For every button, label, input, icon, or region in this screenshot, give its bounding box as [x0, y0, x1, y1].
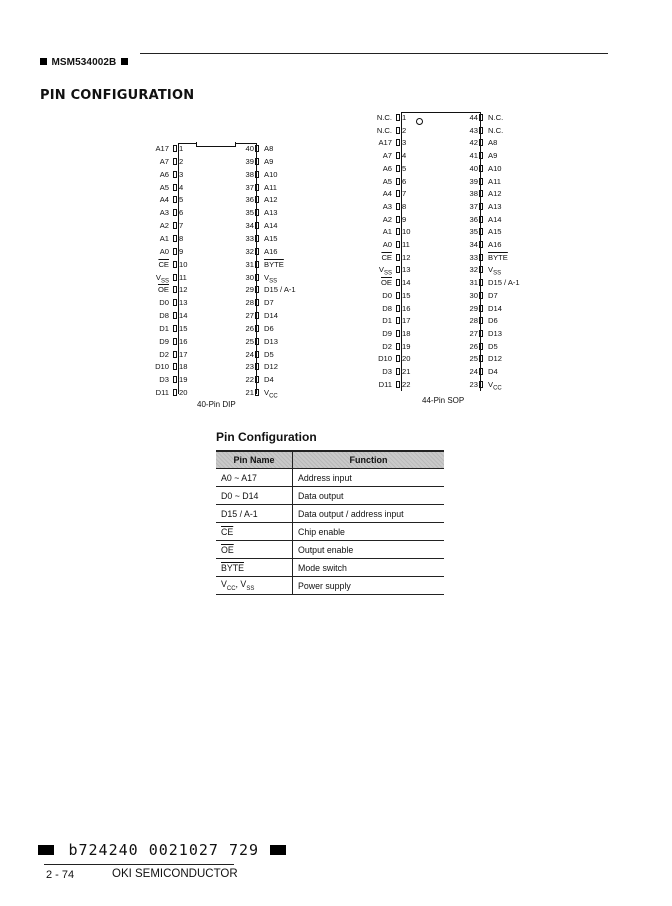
pin-lead: [255, 299, 259, 306]
pin-lead: [396, 152, 400, 159]
dip-label: 40-Pin DIP: [197, 400, 236, 409]
pin-number-right: 22: [245, 375, 254, 385]
footer-rule: [44, 864, 234, 865]
pin-lead: [255, 261, 259, 268]
pin-name-left: A4: [159, 195, 169, 205]
pin-name-left: D9: [382, 328, 392, 338]
table-row: [216, 469, 444, 487]
barcode-block-right: [270, 845, 286, 855]
header-part-number: MSM534002B: [51, 57, 117, 68]
pin-lead: [255, 351, 259, 358]
pin-lead: [396, 114, 400, 121]
pin-name-right: D6: [264, 323, 274, 333]
pin-number-right: 36: [469, 214, 478, 224]
pin-lead: [173, 286, 177, 293]
pin-number-right: 33: [245, 233, 254, 243]
col-function: Function: [293, 451, 445, 469]
pin-lead: [479, 241, 483, 248]
pin-name-right: A12: [264, 195, 278, 205]
pin-number-right: 27: [469, 328, 478, 338]
pin-number-left: 9: [402, 214, 407, 224]
pin-name-right: D15 / A-1: [488, 278, 520, 288]
pin-number-left: 22: [402, 379, 411, 389]
pin-name-right: D5: [264, 349, 274, 359]
pin-name-left: $\overline{CE}$: [158, 259, 169, 269]
pin-lead: [396, 165, 400, 172]
pin-number-right: 42: [469, 138, 478, 148]
pin-number-left: 10: [402, 227, 411, 237]
pin-name-right: N.C.: [488, 125, 504, 135]
cell-pin-name: D0 ~ D14: [216, 487, 293, 505]
pin-lead: [255, 325, 259, 332]
pin-number-right: 37: [245, 182, 254, 192]
pin-number-left: 6: [179, 208, 184, 218]
pin-name-left: A3: [159, 208, 169, 218]
pin-name-left: A2: [159, 221, 169, 231]
pin-lead: [255, 235, 259, 242]
barcode-block-left: [38, 845, 54, 855]
pin-lead: [479, 330, 483, 337]
pin-number-left: 15: [402, 290, 411, 300]
pin-number-right: 35: [245, 208, 254, 218]
pin-number-right: 23: [469, 379, 478, 389]
pin-lead: [255, 171, 259, 178]
pin-number-right: 29: [469, 303, 478, 313]
pin-number-left: 8: [402, 201, 407, 211]
pin-name-right: D12: [488, 354, 502, 364]
pin-lead: [479, 190, 483, 197]
pin-number-left: 3: [179, 169, 184, 179]
pin-number-right: 40: [245, 144, 254, 153]
pin-lead: [479, 127, 483, 134]
pin-name-left: A4: [382, 189, 392, 199]
header-square-icon: [40, 58, 47, 65]
pin-lead: [479, 266, 483, 273]
pin-number-right: 43: [469, 125, 478, 135]
cell-pin-name: BYTE: [216, 559, 293, 577]
pin-lead: [255, 389, 259, 396]
pin-lead: [396, 381, 400, 388]
pin-lead: [255, 209, 259, 216]
pin-lead: [396, 203, 400, 210]
pin-number-left: 13: [179, 298, 188, 308]
pin-number-left: 6: [402, 176, 407, 186]
table-row: [216, 487, 444, 505]
pin-name-right: D4: [488, 367, 498, 376]
pin-lead: [396, 368, 400, 375]
pin-lead: [396, 228, 400, 235]
pin-name-right: A10: [264, 169, 278, 179]
pin-lead: [173, 376, 177, 383]
pin-number-left: 16: [402, 303, 411, 313]
pin-lead: [479, 381, 483, 388]
pin-name-left: $\overline{CE}$: [381, 252, 392, 262]
pin-name-right: A12: [488, 189, 502, 199]
pin-lead: [255, 196, 259, 203]
pin-lead: [255, 158, 259, 165]
pin-number-right: 34: [245, 221, 254, 231]
pin-lead: [173, 235, 177, 242]
pin-number-left: 18: [179, 362, 188, 372]
pin-number-right: 28: [245, 298, 254, 308]
pin-number-right: 28: [469, 316, 478, 326]
pin-number-right: 39: [245, 156, 254, 166]
table-row: [216, 541, 444, 559]
pin-name-right: D12: [264, 362, 278, 372]
pin-lead: [396, 254, 400, 261]
pin-number-left: 12: [179, 285, 188, 295]
pin-number-right: 40: [469, 163, 478, 173]
pin-name-right: A11: [264, 182, 277, 192]
pin-function-table: [216, 450, 444, 595]
pin-name-right: A8: [264, 144, 274, 153]
pin-name-right: $V_{CC}$: [488, 379, 502, 392]
pin-lead: [173, 261, 177, 268]
pin-lead: [479, 254, 483, 261]
pin-lead: [396, 305, 400, 312]
pin-number-right: 30: [469, 290, 478, 300]
pin-lead: [396, 178, 400, 185]
pin-name-right: D14: [488, 303, 502, 313]
table-row: [216, 577, 444, 595]
pin-lead: [173, 209, 177, 216]
table-row: [216, 505, 444, 523]
pin-number-right: 25: [469, 354, 478, 364]
pin-number-right: 32: [469, 265, 478, 275]
pin-name-left: A17: [378, 138, 392, 148]
pin-name-right: A11: [488, 176, 501, 186]
pin-name-right: D15 / A-1: [264, 285, 296, 295]
pin-name-right: A13: [264, 208, 278, 218]
pin-number-left: 14: [179, 311, 188, 321]
cell-function: Mode switch: [293, 559, 445, 577]
footer-barcode: [38, 841, 286, 859]
pin-number-right: 30: [245, 272, 254, 282]
pin-lead: [396, 139, 400, 146]
pin-lead: [255, 376, 259, 383]
cell-pin-name: D15 / A-1: [216, 505, 293, 523]
pin-name-left: D3: [159, 375, 169, 385]
pin-name-left: D2: [382, 341, 392, 351]
dip-notch: [196, 142, 236, 147]
pin-lead: [255, 312, 259, 319]
pin-name-right: A16: [488, 240, 502, 249]
pin-lead: [479, 368, 483, 375]
pin-lead: [173, 312, 177, 319]
header-rule: [140, 53, 608, 54]
pin-lead: [396, 292, 400, 299]
pin-name-right: A16: [264, 246, 278, 256]
pin-number-right: 36: [245, 195, 254, 205]
pin-lead: [479, 216, 483, 223]
pin-name-right: A8: [488, 138, 498, 148]
pin-number-left: 20: [179, 388, 188, 398]
pin-name-right: D6: [488, 316, 498, 326]
pin-name-right: A10: [488, 163, 502, 173]
pin-number-left: 1: [179, 144, 184, 153]
pin-lead: [479, 114, 483, 121]
pin-name-left: A2: [382, 214, 392, 224]
footer-page-number: 2 - 74: [46, 869, 75, 881]
pin-lead: [173, 351, 177, 358]
pin-name-right: $V_{SS}$: [264, 272, 278, 285]
pin-name-left: A0: [159, 246, 169, 256]
pin-number-right: 35: [469, 227, 478, 237]
pin-name-left: A0: [382, 240, 392, 249]
pin-lead: [255, 184, 259, 191]
pin-number-right: 44: [469, 113, 478, 122]
pin-number-right: 26: [469, 341, 478, 351]
pin-name-right: D7: [264, 298, 274, 308]
pin-lead: [173, 145, 177, 152]
pin-name-left: D11: [378, 379, 392, 389]
pin-name-right: D13: [488, 328, 502, 338]
cell-pin-name: $\overline{OE}$: [216, 541, 293, 559]
pin-lead: [255, 363, 259, 370]
col-pin-name: Pin Name: [216, 451, 293, 469]
pin-number-left: 14: [402, 278, 411, 288]
pin-name-right: D14: [264, 311, 278, 321]
pin-name-right: A13: [488, 201, 502, 211]
pin-name-right: D4: [264, 375, 274, 385]
pin-lead: [479, 355, 483, 362]
pin-name-left: $\overline{OE}$: [158, 285, 169, 295]
pin-name-left: D1: [159, 323, 169, 333]
pin-number-right: 31: [245, 259, 254, 269]
cell-function: Data output / address input: [293, 505, 445, 523]
pin-name-left: A3: [382, 201, 392, 211]
pin-lead: [173, 184, 177, 191]
pin-lead: [479, 152, 483, 159]
pin-name-left: A17: [155, 144, 169, 153]
pin-number-left: 16: [179, 336, 188, 346]
pin-lead: [173, 363, 177, 370]
pin-lead: [255, 145, 259, 152]
pin-lead: [396, 190, 400, 197]
pin-lead: [396, 330, 400, 337]
pin-number-left: 13: [402, 265, 411, 275]
pin-lead: [396, 343, 400, 350]
pin-name-right: BYTE: [488, 252, 508, 262]
pin-number-right: 33: [469, 252, 478, 262]
cell-function: Output enable: [293, 541, 445, 559]
pin-name-left: A6: [382, 163, 392, 173]
pin-lead: [173, 338, 177, 345]
pin-number-right: 32: [245, 246, 254, 256]
pin-lead: [479, 305, 483, 312]
pin-number-left: 2: [402, 125, 407, 135]
pin1-marker-icon: [416, 118, 423, 125]
pin-number-left: 19: [402, 341, 411, 351]
pin-name-right: N.C.: [488, 113, 504, 122]
pin-lead: [255, 222, 259, 229]
pin-lead: [173, 325, 177, 332]
pin-name-right: BYTE: [264, 259, 284, 269]
pin-lead: [173, 389, 177, 396]
pin-number-right: 23: [245, 362, 254, 372]
pin-name-left: D11: [155, 388, 169, 398]
pin-lead: [479, 292, 483, 299]
pin-number-left: 1: [402, 113, 407, 122]
pin-number-left: 15: [179, 323, 188, 333]
cell-pin-name: A0 ~ A17: [216, 469, 293, 487]
pin-lead: [396, 127, 400, 134]
pin-lead: [173, 299, 177, 306]
pin-lead: [255, 338, 259, 345]
pin-name-right: $V_{SS}$: [488, 265, 502, 277]
pin-lead: [479, 317, 483, 324]
pin-number-right: 24: [469, 367, 478, 376]
sop-label: 44-Pin SOP: [422, 396, 465, 405]
pin-number-left: 9: [179, 246, 184, 256]
pin-number-right: 38: [245, 169, 254, 179]
pin-number-left: 17: [402, 316, 411, 326]
pin-lead: [255, 248, 259, 255]
pin-number-right: 24: [245, 349, 254, 359]
pin-number-right: 34: [469, 240, 478, 249]
pin-lead: [396, 216, 400, 223]
pin-name-left: A5: [159, 182, 169, 192]
pin-lead: [396, 266, 400, 273]
pin-lead: [479, 203, 483, 210]
pin-name-left: A7: [159, 156, 169, 166]
pin-name-left: D3: [382, 367, 392, 376]
pin-lead: [396, 355, 400, 362]
pin-lead: [255, 274, 259, 281]
pin-lead: [173, 158, 177, 165]
pin-name-right: A15: [488, 227, 502, 237]
pin-lead: [173, 248, 177, 255]
pin-number-left: 7: [179, 221, 184, 231]
pin-number-left: 5: [179, 195, 184, 205]
pin-number-right: 27: [245, 311, 254, 321]
pin-number-right: 26: [245, 323, 254, 333]
pin-lead: [479, 165, 483, 172]
pin-lead: [479, 178, 483, 185]
pin-name-left: $\overline{OE}$: [381, 278, 392, 288]
pin-name-right: D5: [488, 341, 498, 351]
pin-name-right: D7: [488, 290, 498, 300]
cell-pin-name: $\overline{CE}$: [216, 523, 293, 541]
pin-lead: [396, 241, 400, 248]
pin-name-left: A7: [382, 151, 392, 161]
pin-name-right: A14: [264, 221, 278, 231]
pin-name-left: A1: [382, 227, 392, 237]
pin-number-right: 29: [245, 285, 254, 295]
header-square-icon: [121, 58, 128, 65]
pin-lead: [479, 343, 483, 350]
pin-name-left: D9: [159, 336, 169, 346]
pin-name-right: A9: [264, 156, 274, 166]
pin-number-left: 11: [179, 272, 187, 282]
table-row: [216, 523, 444, 541]
pin-name-left: D2: [159, 349, 169, 359]
pin-number-right: 39: [469, 176, 478, 186]
pin-lead: [396, 317, 400, 324]
pin-number-right: 41: [469, 151, 478, 161]
pin-number-left: 21: [402, 367, 411, 376]
pin-lead: [396, 279, 400, 286]
pin-lead: [173, 171, 177, 178]
pin-name-left: $V_{SS}$: [155, 272, 169, 285]
pin-name-left: D1: [382, 316, 392, 326]
pin-name-left: D0: [159, 298, 169, 308]
pin-number-right: 31: [469, 278, 478, 288]
pin-name-left: D10: [378, 354, 392, 364]
pin-name-left: D8: [159, 311, 169, 321]
pin-number-left: 20: [402, 354, 411, 364]
pin-number-left: 17: [179, 349, 188, 359]
pin-number-left: 11: [402, 240, 410, 249]
cell-function: Address input: [293, 469, 445, 487]
pin-number-right: 37: [469, 201, 478, 211]
pin-number-right: 21: [245, 388, 254, 398]
pin-number-left: 4: [402, 151, 407, 161]
pin-lead: [479, 279, 483, 286]
pin-name-right: A15: [264, 233, 278, 243]
pin-name-right: D13: [264, 336, 278, 346]
pin-name-left: D0: [382, 290, 392, 300]
pin-number-left: 19: [179, 375, 188, 385]
table-row: [216, 559, 444, 577]
section-title: PIN CONFIGURATION: [40, 88, 195, 103]
pin-name-left: $V_{SS}$: [378, 265, 392, 277]
pin-number-left: 5: [402, 163, 407, 173]
footer-company: OKI SEMICONDUCTOR: [112, 868, 238, 880]
pin-number-left: 3: [402, 138, 407, 148]
pin-lead: [479, 139, 483, 146]
pin-number-left: 18: [402, 328, 411, 338]
pin-name-left: N.C.: [376, 125, 392, 135]
pin-lead: [173, 222, 177, 229]
pin-name-left: D8: [382, 303, 392, 313]
pin-number-left: 10: [179, 259, 188, 269]
pin-number-right: 38: [469, 189, 478, 199]
barcode-text: b724240 0021027 729: [68, 841, 260, 859]
pin-number-left: 7: [402, 189, 407, 199]
pin-number-left: 2: [179, 156, 184, 166]
cell-pin-name: $V_{CC}$, $V_{SS}$: [216, 577, 293, 595]
pin-name-left: A1: [159, 233, 169, 243]
pin-name-right: A9: [488, 151, 498, 161]
pin-name-left: N.C.: [376, 113, 392, 122]
pin-name-left: A6: [159, 169, 169, 179]
pin-name-right: $V_{CC}$: [264, 388, 278, 400]
cell-function: Data output: [293, 487, 445, 505]
pin-number-right: 25: [245, 336, 254, 346]
pin-lead: [479, 228, 483, 235]
pin-number-left: 8: [179, 233, 184, 243]
pin-name-right: A14: [488, 214, 502, 224]
pin-name-left: D10: [155, 362, 169, 372]
running-header: [40, 52, 128, 70]
pin-lead: [173, 274, 177, 281]
pin-number-left: 4: [179, 182, 184, 192]
pin-name-left: A5: [382, 176, 392, 186]
cell-function: Chip enable: [293, 523, 445, 541]
pin-lead: [255, 286, 259, 293]
table-title: Pin Configuration: [216, 430, 317, 444]
pin-lead: [173, 196, 177, 203]
cell-function: Power supply: [293, 577, 445, 595]
pin-number-left: 12: [402, 252, 411, 262]
